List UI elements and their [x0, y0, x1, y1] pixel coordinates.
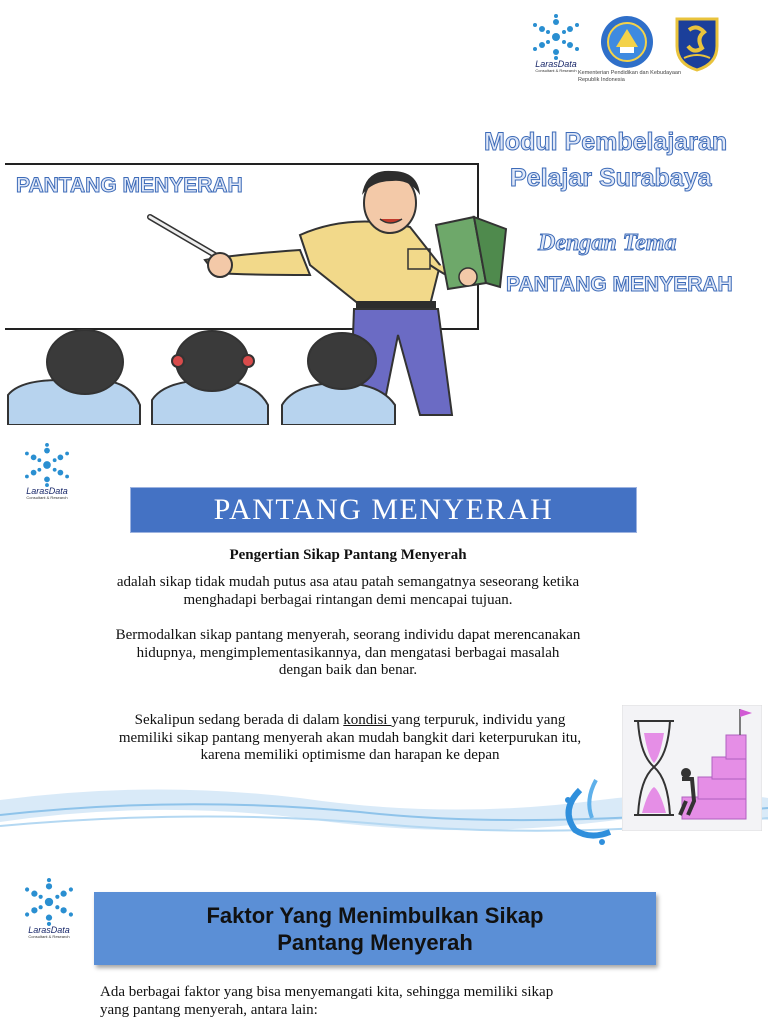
paragraph-line: adalah sikap tidak mudah putus asa atau patah semangatnya seseorang ketika: [116, 574, 580, 590]
logo-subtitle: Consultant & Research: [28, 934, 70, 939]
larasdata-logo-section1: [18, 443, 76, 500]
larasdata-network-icon: [22, 878, 76, 926]
section1-title-box: [130, 487, 637, 533]
paragraph-line: yang pantang menyerah, antara lain:: [100, 1001, 318, 1018]
modal-paragraph: [0, 627, 696, 680]
paragraph-line: [0, 712, 700, 730]
paragraph-line: Ada berbagai faktor yang bisa menyemangati kita, sehingga memiliki sikap: [100, 984, 554, 1000]
theme-title: PANTANG MENYERAH: [506, 273, 733, 296]
surabaya-crest-icon: [674, 16, 720, 72]
larasdata-logo-section2: [18, 878, 80, 939]
section2-title-box: [94, 892, 656, 965]
kondisi-link[interactable]: kondisi: [343, 712, 392, 728]
banner-left-title: PANTANG MENYERAH: [16, 174, 243, 197]
paragraph-line: hidupnya, mengimplementasikannya, dan mengatasi berbagai masalah: [136, 644, 560, 661]
text-run: Sekalipun sedang berada di dalam: [134, 712, 344, 728]
logo-name: LarasData: [28, 925, 70, 935]
hourglass-stairs-illustration: [622, 705, 762, 831]
paragraph-line: menghadapi berbagai rintangan demi mencapai tujuan.: [183, 591, 513, 608]
paragraph-line: memiliki sikap pantang menyerah akan mudah bangkit dari keterpurukan itu,: [118, 729, 582, 746]
paragraph-line: Bermodalkan sikap pantang menyerah, seorang individu dapat merencanakan: [115, 627, 581, 643]
logo-subtitle: Consultant & Research: [26, 495, 68, 500]
section2-title-line: Pantang Menyerah: [277, 929, 473, 955]
ministry-caption: Kementerian Pendidikan dan Kebudayaan Republik Indonesia: [578, 70, 682, 83]
module-title-line2: Pelajar Surabaya: [510, 164, 712, 192]
definition-paragraph: [0, 574, 696, 609]
logo-name: LarasData: [535, 59, 577, 69]
larasdata-logo-top: [528, 14, 584, 73]
paragraph-line: karena memiliki optimisme dan harapan ke depan: [200, 747, 500, 763]
module-title-line1: Modul Pembelajaran: [484, 128, 728, 156]
logo-subtitle: Consultant & Research: [535, 68, 577, 73]
section2-title: [145, 902, 605, 956]
definition-subheading: Pengertian Sikap Pantang Menyerah: [229, 547, 467, 563]
theme-label: Dengan Tema: [538, 230, 677, 256]
section2-title-line: Faktor Yang Menimbulkan Sikap: [206, 902, 544, 928]
resilience-paragraph: [0, 712, 700, 765]
teacher-classroom-illustration: [0, 165, 520, 425]
larasdata-network-icon: [531, 14, 581, 60]
paragraph-line: dengan baik dan benar.: [278, 662, 418, 678]
ministry-emblem-icon: [598, 15, 656, 69]
section1-title: PANTANG MENYERAH: [213, 493, 554, 526]
faktor-intro: [100, 984, 620, 1019]
logo-name: LarasData: [26, 486, 68, 496]
larasdata-network-icon: [21, 443, 73, 487]
text-run: yang terpuruk, individu yang: [391, 712, 566, 728]
